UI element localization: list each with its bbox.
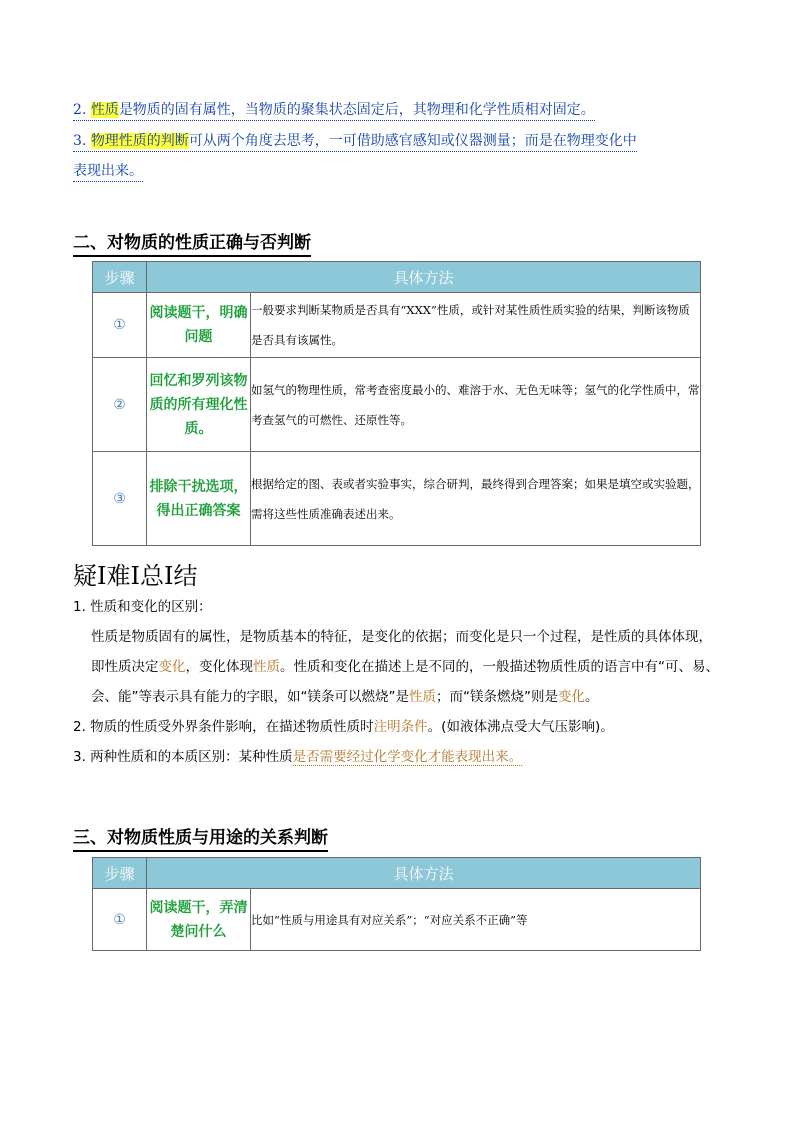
table-header-row (93, 858, 701, 889)
highlight-term: 性质 (90, 102, 119, 118)
header-step: 步骤 (93, 262, 147, 293)
header-step: 步骤 (93, 858, 147, 889)
table-row: ③ 排除干扰选项，得出正确答案 根据给定的图、表或者实验事实，综合研判，最终得到合理答案；如果是填空或实验题，需将这些性质准确表述出来。 (93, 452, 701, 546)
table-header-row (93, 262, 701, 293)
intro-item-3: 3. 物理性质的判断可从两个角度去思考，一可借助感官感知或仪器测量；而是在物理变化中 表现出来。 (73, 128, 733, 188)
highlight-term: 物理性质的判断 (90, 133, 189, 149)
summary-title: 疑I难I总I结 (73, 562, 198, 590)
summary-body: 1. 性质和变化的区别： 性质是物质固有的属性，是物质基本的特征，是变化的依据；而变化是只一个过程，是性质的具体体现， 即性质决定变化，变化体现性质。性质和变化在描述上是不同的，一般描述物质性质的语言中有“可、易、 会、能”等表示具有能力的字眼，如“镁条可以燃烧”是性质；而“镁条燃烧”则是变化。 2. 物质的性质受外界条件影响，在描述物质性质时注明条件。(如液体沸点受大气压影响)。 3. 两种性质和的本质区别：某种性质是否需要经过化学变化才能表现出来。 (73, 599, 719, 765)
header-method: 具体方法 (147, 858, 701, 889)
table-row: ① 阅读题干，明确问题 一般要求判断某物质是否具有“XXX”性质，或针对某性质性质实验的结果，判断该物质是否具有该属性。 (93, 293, 701, 358)
table-row: ② 回忆和罗列该物质的所有理化性质。 如氢气的物理性质，常考查密度最小的、难溶于水、无色无味等；氢气的化学性质中，常考查氢气的可燃性、还原性等。 (93, 358, 701, 452)
header-method: 具体方法 (147, 262, 701, 293)
intro-item-2-text: 2. 性质是物质的固有属性，当物质的聚集状态固定后，其物理和化学性质相对固定。 (73, 102, 595, 121)
section-2-table (92, 261, 701, 546)
table-row: ① 阅读题干，弄清楚问什么 比如“性质与用途具有对应关系”；“对应关系不正确”等 (93, 889, 701, 951)
section-3-table (92, 857, 701, 951)
section-3-heading: 三、对物质性质与用途的关系判断 (73, 827, 328, 852)
intro-item-2 (73, 97, 733, 127)
section-2-heading: 二、对物质的性质正确与否判断 (73, 232, 311, 257)
